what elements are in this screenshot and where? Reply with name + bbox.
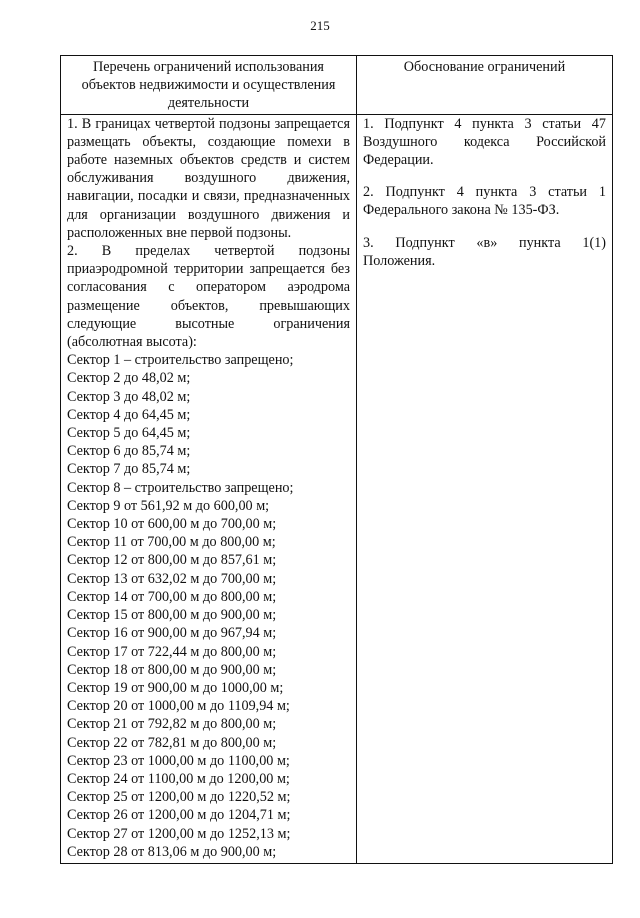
justification-cell xyxy=(357,114,613,863)
list-item: Сектор 3 до 48,02 м; xyxy=(67,388,191,405)
list-item: Сектор 20 от 1000,00 м до 1109,94 м; xyxy=(67,698,290,715)
list-item: Сектор 1 – строительство запрещено; xyxy=(67,352,294,369)
restriction-item-1: 1. В границах четвертой подзоны запрещается размещать объекты, создающие помехи в работе наземных объектов средств и систем обслуживания воздушного движения, навигации, посадки и связи, предназначенных для организации воздушного движения и расположенных вне первой подзоны. xyxy=(67,115,350,241)
list-item: Сектор 2 до 48,02 м; xyxy=(67,370,191,387)
justification-item-2: 2. Подпункт 4 пункта 3 статьи 1 Федерального закона № 135-ФЗ. xyxy=(363,184,606,219)
table-header-row xyxy=(61,56,613,115)
header-justification: Обоснование ограничений xyxy=(357,56,613,115)
list-item: Сектор 9 от 561,92 м до 600,00 м; xyxy=(67,497,270,514)
header-restrictions-list: Перечень ограничений использования объектов недвижимости и осуществления деятельности xyxy=(61,56,357,115)
justification-item-1: 1. Подпункт 4 пункта 3 статьи 47 Воздушного кодекса Российской Федерации. xyxy=(363,115,606,169)
restriction-item-2: 2. В пределах четвертой подзоны приаэродромной территории запрещается без согласования с оператором аэродрома размещение объектов, превышающих следующие высотные ограничения (абсолютная высота): xyxy=(67,243,350,351)
list-item: Сектор 14 от 700,00 м до 800,00 м; xyxy=(67,588,277,605)
list-item: Сектор 11 от 700,00 м до 800,00 м; xyxy=(67,534,276,551)
restrictions-cell xyxy=(61,114,357,863)
list-item: Сектор 16 от 900,00 м до 967,94 м; xyxy=(67,625,277,642)
spacer xyxy=(363,169,606,183)
list-item: Сектор 12 от 800,00 м до 857,61 м; xyxy=(67,552,277,569)
list-item: Сектор 13 от 632,02 м до 700,00 м; xyxy=(67,570,277,587)
list-item: Сектор 27 от 1200,00 м до 1252,13 м; xyxy=(67,825,291,842)
list-item: Сектор 17 от 722,44 м до 800,00 м; xyxy=(67,643,277,660)
page-number: 215 xyxy=(310,18,330,33)
list-item: Сектор 18 от 800,00 м до 900,00 м; xyxy=(67,661,277,678)
list-item: Сектор 8 – строительство запрещено; xyxy=(67,479,294,496)
list-item: Сектор 25 от 1200,00 м до 1220,52 м; xyxy=(67,789,291,806)
list-item: Сектор 22 от 782,81 м до 800,00 м; xyxy=(67,734,277,751)
list-item: Сектор 6 до 85,74 м; xyxy=(67,443,191,460)
list-item: Сектор 23 от 1000,00 м до 1100,00 м; xyxy=(67,752,290,769)
sector-list xyxy=(67,351,350,861)
list-item: Сектор 15 от 800,00 м до 900,00 м; xyxy=(67,607,277,624)
list-item: Сектор 19 от 900,00 м до 1000,00 м; xyxy=(67,679,284,696)
spacer xyxy=(363,220,606,234)
list-item: Сектор 4 до 64,45 м; xyxy=(67,406,191,423)
justification-item-3: 3. Подпункт «в» пункта 1(1) Положения. xyxy=(363,234,606,269)
list-item: Сектор 26 от 1200,00 м до 1204,71 м; xyxy=(67,807,291,824)
list-item: Сектор 28 от 813,06 м до 900,00 м; xyxy=(67,843,277,860)
list-item: Сектор 21 от 792,82 м до 800,00 м; xyxy=(67,716,277,733)
restrictions-table xyxy=(60,55,613,864)
list-item: Сектор 7 до 85,74 м; xyxy=(67,461,191,478)
list-item: Сектор 10 от 600,00 м до 700,00 м; xyxy=(67,516,277,533)
list-item: Сектор 5 до 64,45 м; xyxy=(67,425,191,442)
list-item: Сектор 24 от 1100,00 м до 1200,00 м; xyxy=(67,770,290,787)
table-row xyxy=(61,114,613,863)
